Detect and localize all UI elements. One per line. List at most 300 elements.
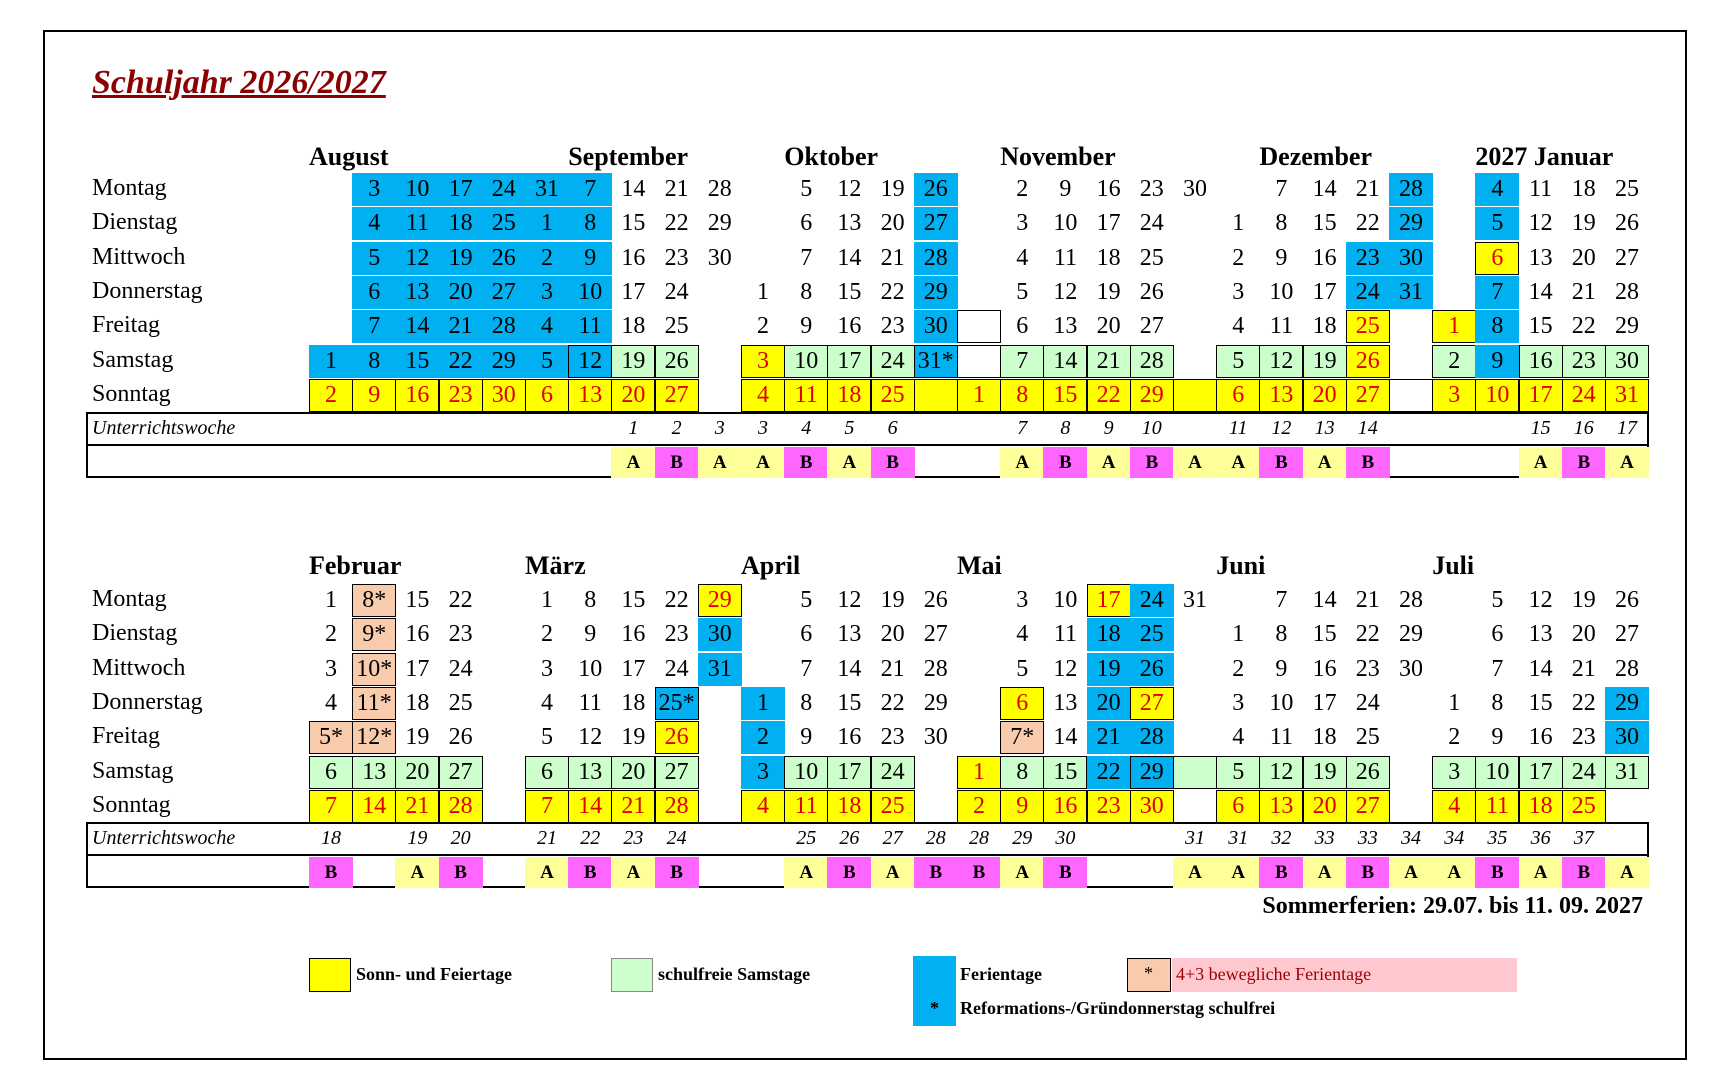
month-label: Juli <box>1432 551 1475 580</box>
day-cell: 25 <box>871 379 915 412</box>
day-cell: 14 <box>1053 724 1078 751</box>
day-cell: 4 <box>1016 244 1029 271</box>
week-ab-badge: A <box>611 447 655 478</box>
day-cell: 1 <box>757 278 769 305</box>
day-cell: 1 <box>957 756 1001 789</box>
month-label: September <box>568 142 689 171</box>
day-cell: 11 <box>1475 790 1519 823</box>
day-cell: 19 <box>1303 756 1347 789</box>
day-cell: 20 <box>1571 244 1596 271</box>
day-cell: 30 <box>1605 345 1649 378</box>
day-cell: 21 <box>1355 176 1380 202</box>
day-cell: 7 <box>309 790 353 823</box>
day-cell: 2 <box>309 379 353 412</box>
day-cell: 12 <box>837 176 862 202</box>
day-cell: 30 <box>914 310 958 343</box>
day-cell: 20 <box>611 379 655 412</box>
day-cell: 5 <box>352 242 396 275</box>
day-cell: 5 <box>1016 278 1029 305</box>
week-ab-badge: B <box>1475 857 1519 888</box>
day-cell: 2 <box>325 621 337 648</box>
day-cell: 2 <box>1232 244 1245 271</box>
week-number: 11 <box>1228 417 1248 439</box>
day-cell: 23 <box>1087 790 1131 823</box>
week-number: 36 <box>1530 827 1551 849</box>
day-cell: 7 <box>525 790 569 823</box>
day-cell: 14 <box>568 790 612 823</box>
day-cell: 20 <box>1303 790 1347 823</box>
day-cell: 1 <box>1232 621 1245 648</box>
month-label: August <box>309 142 389 171</box>
day-cell: 1 <box>325 587 337 613</box>
day-cell: 11 <box>1269 313 1293 340</box>
week-ab-badge: A <box>784 857 828 888</box>
legend-reformation-label: Reformations-/Gründonnerstag schulfrei <box>960 998 1276 1018</box>
day-cell: 30 <box>1389 242 1433 275</box>
day-cell: 1 <box>541 587 553 613</box>
day-cell: 25 <box>1346 310 1390 343</box>
day-cell: 22 <box>439 345 483 378</box>
day-cell: 1 <box>1432 310 1476 343</box>
day-cell: 29 <box>1399 621 1423 648</box>
day-cell: 3 <box>1232 278 1245 305</box>
week-ab-badge: B <box>1346 857 1390 888</box>
day-cell: 27 <box>1346 790 1390 823</box>
day-cell: 12* <box>352 721 396 754</box>
day-cell: 28 <box>914 242 958 275</box>
day-cell: 22 <box>1571 313 1596 340</box>
day-cell: 19 <box>1096 278 1121 305</box>
week-number: 12 <box>1271 417 1292 439</box>
day-cell: 16 <box>837 724 862 751</box>
day-cell: 23 <box>1571 724 1596 751</box>
week-number: 7 <box>1017 417 1028 439</box>
weekday-label: Mittwoch <box>92 654 186 681</box>
week-ab-badge: A <box>698 447 742 478</box>
day-cell: 11 <box>395 207 439 240</box>
weekday-label: Samstag <box>92 757 174 784</box>
day-cell: 11 <box>784 790 828 823</box>
day-cell: 9 <box>800 313 813 340</box>
week-number: 31 <box>1185 827 1205 849</box>
day-cell: 28 <box>1615 278 1639 305</box>
day-cell: 26 <box>1615 210 1639 237</box>
day-cell: 30 <box>698 618 742 651</box>
day-cell: 26 <box>1346 345 1390 378</box>
day-cell: 6 <box>1475 242 1519 275</box>
day-cell: 29 <box>1615 313 1639 340</box>
day-cell: 27 <box>923 621 948 648</box>
day-cell: 7 <box>568 173 612 206</box>
day-cell: 31 <box>1605 756 1649 789</box>
day-cell: 30 <box>707 244 732 271</box>
day-cell: 14 <box>1043 345 1087 378</box>
day-cell: 21 <box>1087 721 1131 754</box>
day-cell: 27 <box>1346 379 1390 412</box>
day-cell: 14 <box>1312 587 1337 613</box>
legend-free-saturday-label: schulfreie Samstage <box>658 964 811 984</box>
day-cell: 14 <box>1528 655 1553 682</box>
day-cell: 3 <box>741 345 785 378</box>
day-cell: 10 <box>1269 278 1294 305</box>
week-ab-badge: A <box>1216 447 1260 478</box>
week-number: 22 <box>580 827 601 849</box>
day-cell: 26 <box>655 721 699 754</box>
month-label: Juni <box>1216 551 1266 580</box>
day-cell: 26 <box>923 587 948 613</box>
day-cell: 2 <box>1232 655 1245 682</box>
day-cell: 9* <box>352 618 396 651</box>
day-cell: 9 <box>800 724 813 751</box>
week-number: 18 <box>321 827 341 849</box>
day-cell: 26 <box>1346 756 1390 789</box>
day-cell: 12 <box>1528 210 1553 237</box>
week-ab-badge: B <box>1346 447 1390 478</box>
week-number: 23 <box>623 827 644 849</box>
day-cell: 24 <box>871 345 915 378</box>
week-ab-badge: B <box>827 857 871 888</box>
day-cell: 8 <box>352 345 396 378</box>
week-number: 34 <box>1444 827 1465 849</box>
day-cell: 28 <box>1399 587 1423 613</box>
week-number: 3 <box>758 417 768 439</box>
legend-beweglich-label: 4+3 bewegliche Ferientage <box>1176 964 1372 984</box>
day-cell: 27 <box>655 756 699 789</box>
day-cell: 1 <box>309 345 353 378</box>
week-ab-badge: A <box>827 447 871 478</box>
day-cell: 14 <box>837 244 862 271</box>
day-cell: 15 <box>1528 313 1553 340</box>
day-cell: 7* <box>1000 721 1044 754</box>
day-cell: 20 <box>439 276 483 309</box>
day-cell: 8 <box>1475 310 1519 343</box>
day-cell: 12 <box>1259 756 1303 789</box>
day-cell: 25* <box>655 687 699 720</box>
day-cell: 23 <box>664 621 689 648</box>
day-cell: 24 <box>1346 276 1390 309</box>
week-ab-badge: A <box>525 857 569 888</box>
week-ab-badge: B <box>655 857 699 888</box>
day-cell: 13 <box>1528 621 1553 648</box>
day-cell: 18 <box>1096 244 1121 271</box>
day-cell: 26 <box>1139 278 1164 305</box>
day-cell: 3 <box>1016 210 1029 237</box>
day-cell: 27 <box>914 207 958 240</box>
day-cell <box>1173 379 1217 412</box>
day-cell: 20 <box>880 210 905 237</box>
week-ab-badge: A <box>1303 447 1347 478</box>
day-cell: 30 <box>1605 721 1649 754</box>
day-cell: 3 <box>541 655 553 682</box>
day-cell: 3 <box>741 756 785 789</box>
day-cell: 14 <box>352 790 396 823</box>
day-cell: 5 <box>1491 587 1504 613</box>
day-cell: 18 <box>621 689 646 716</box>
day-cell: 16 <box>1519 345 1563 378</box>
day-cell: 26 <box>1130 653 1174 686</box>
day-cell: 23 <box>880 724 905 751</box>
month-label: 2027 Januar <box>1475 142 1614 171</box>
day-cell: 26 <box>655 345 699 378</box>
day-cell: 14 <box>621 176 646 202</box>
day-cell: 14 <box>837 655 862 682</box>
day-cell: 21 <box>664 176 689 202</box>
day-cell: 21 <box>1355 587 1380 613</box>
day-cell: 10 <box>784 345 828 378</box>
day-cell: 17 <box>405 655 430 682</box>
day-cell: 18 <box>621 313 646 340</box>
day-cell <box>914 379 958 412</box>
day-cell: 1 <box>525 207 569 240</box>
day-cell: 2 <box>757 313 769 340</box>
day-cell: 12 <box>1053 655 1078 682</box>
day-cell: 29 <box>1605 687 1649 720</box>
day-cell: 6 <box>1000 687 1044 720</box>
weekday-label: Donnerstag <box>92 277 203 304</box>
day-cell: 23 <box>1355 655 1380 682</box>
day-cell: 16 <box>837 313 862 340</box>
day-cell: 22 <box>1355 621 1380 648</box>
day-cell: 19 <box>1571 210 1596 237</box>
day-cell: 18 <box>1312 724 1337 751</box>
week-ab-badge: B <box>1259 857 1303 888</box>
day-cell: 5 <box>800 587 813 613</box>
day-cell: 14 <box>1312 176 1337 202</box>
day-cell: 22 <box>1355 210 1380 237</box>
day-cell: 18 <box>1519 790 1563 823</box>
day-cell: 31 <box>1605 379 1649 412</box>
day-cell: 8 <box>1275 210 1288 237</box>
day-cell: 25 <box>1130 618 1174 651</box>
day-cell: 31* <box>914 345 958 378</box>
day-cell: 10* <box>352 653 396 686</box>
day-cell: 8 <box>568 207 612 240</box>
day-cell: 5 <box>1475 207 1519 240</box>
week-number: 34 <box>1401 827 1421 849</box>
day-cell: 5 <box>1016 655 1029 682</box>
weekday-label: Donnerstag <box>92 688 203 715</box>
day-cell: 9 <box>1491 724 1504 751</box>
month-label: Dezember <box>1259 142 1372 171</box>
day-cell: 8 <box>1000 756 1044 789</box>
day-cell: 1 <box>957 379 1001 412</box>
day-cell: 31 <box>1389 276 1433 309</box>
day-cell: 24 <box>1139 210 1164 237</box>
day-cell: 9 <box>1059 176 1072 202</box>
day-cell: 18 <box>1312 313 1337 340</box>
week-ab-badge: B <box>1130 447 1174 478</box>
day-cell: 13 <box>1053 689 1078 716</box>
day-cell: 15 <box>1312 621 1337 648</box>
week-ab-badge: B <box>784 447 828 478</box>
day-cell: 25 <box>1615 176 1639 202</box>
week-number: 9 <box>1103 417 1114 439</box>
day-cell: 18 <box>827 790 871 823</box>
day-cell: 9 <box>1475 345 1519 378</box>
legend-holiday-swatch <box>309 958 351 992</box>
day-cell <box>1173 756 1217 789</box>
day-cell: 24 <box>1130 584 1174 617</box>
day-cell: 13 <box>1259 379 1303 412</box>
day-cell: 19 <box>611 345 655 378</box>
day-cell: 16 <box>621 244 646 271</box>
day-cell: 19 <box>880 587 905 613</box>
weekday-label: Mittwoch <box>92 243 186 270</box>
day-cell: 3 <box>1432 756 1476 789</box>
day-cell: 11 <box>568 310 612 343</box>
week-number: 26 <box>839 827 860 849</box>
week-number: 19 <box>407 827 428 849</box>
week-number: 33 <box>1357 827 1378 849</box>
day-cell: 6 <box>800 621 813 648</box>
day-cell: 2 <box>525 242 569 275</box>
summer-holiday-note: Sommerferien: 29.07. bis 11. 09. 2027 <box>1262 893 1643 919</box>
day-cell: 12 <box>1528 587 1553 613</box>
day-cell: 17 <box>827 756 871 789</box>
day-cell: 1 <box>1232 210 1245 237</box>
day-cell: 27 <box>482 276 526 309</box>
day-cell: 5 <box>525 345 569 378</box>
day-cell: 13 <box>568 756 612 789</box>
day-cell: 20 <box>1087 687 1131 720</box>
week-number: 33 <box>1314 827 1335 849</box>
day-cell: 3 <box>1432 379 1476 412</box>
day-cell: 22 <box>448 587 473 613</box>
day-cell: 25 <box>664 313 689 340</box>
day-cell: 3 <box>1016 587 1029 613</box>
week-ab-badge: B <box>439 857 483 888</box>
day-cell: 29 <box>698 584 742 617</box>
day-cell: 27 <box>1615 244 1639 271</box>
day-cell: 18 <box>1087 618 1131 651</box>
week-number: 6 <box>887 417 898 439</box>
day-cell: 7 <box>1475 276 1519 309</box>
week-ab-badge: A <box>1087 447 1131 478</box>
week-ab-badge: A <box>741 447 785 478</box>
day-cell: 24 <box>664 655 689 682</box>
day-cell: 31 <box>698 653 742 686</box>
day-cell: 15 <box>621 587 646 613</box>
day-cell: 26 <box>914 173 958 206</box>
day-cell: 10 <box>1053 587 1078 613</box>
day-cell: 10 <box>395 173 439 206</box>
day-cell: 10 <box>1475 756 1519 789</box>
week-number: 17 <box>1617 417 1637 439</box>
day-cell: 15 <box>837 278 862 305</box>
day-cell: 21 <box>880 655 905 682</box>
day-cell: 24 <box>448 655 473 682</box>
day-cell: 7 <box>1275 176 1288 202</box>
week-number: 13 <box>1314 417 1335 439</box>
day-cell: 20 <box>395 756 439 789</box>
week-number: 24 <box>666 827 687 849</box>
day-cell: 13 <box>837 210 862 237</box>
day-cell: 2 <box>1016 176 1029 202</box>
day-cell: 29 <box>1130 379 1174 412</box>
day-cell: 30 <box>1399 655 1423 682</box>
day-cell: 8 <box>1275 621 1288 648</box>
day-cell: 16 <box>621 621 646 648</box>
legend-free-saturday-swatch <box>611 958 653 992</box>
month-label: März <box>525 551 586 580</box>
day-cell: 20 <box>880 621 905 648</box>
day-cell: 22 <box>880 278 905 305</box>
day-cell: 3 <box>325 655 337 682</box>
day-cell: 18 <box>827 379 871 412</box>
day-cell: 6 <box>800 210 813 237</box>
week-number-label: Unterrichtswoche <box>92 417 236 439</box>
day-cell: 26 <box>448 724 473 751</box>
week-number: 15 <box>1530 417 1551 439</box>
day-cell: 28 <box>439 790 483 823</box>
day-cell: 7 <box>352 310 396 343</box>
week-number: 21 <box>537 827 557 849</box>
week-number: 37 <box>1573 827 1594 849</box>
day-cell: 26 <box>482 242 526 275</box>
day-cell: 11 <box>1053 621 1077 648</box>
week-number-label: Unterrichtswoche <box>92 827 236 849</box>
day-cell: 15 <box>1312 210 1337 237</box>
day-cell: 7 <box>1000 345 1044 378</box>
day-cell: 24 <box>1562 379 1606 412</box>
day-cell: 8* <box>352 584 396 617</box>
weekday-label: Freitag <box>92 723 160 750</box>
legend-beweglich-mark: * <box>1144 963 1153 983</box>
day-cell: 9 <box>1275 244 1288 271</box>
day-cell: 13 <box>395 276 439 309</box>
day-cell: 7 <box>800 244 813 271</box>
day-cell: 5 <box>800 176 813 202</box>
day-cell: 7 <box>1491 655 1504 682</box>
day-cell: 5 <box>541 724 553 751</box>
day-cell: 30 <box>482 379 526 412</box>
day-cell: 11 <box>1053 244 1077 271</box>
day-cell: 17 <box>1096 210 1121 237</box>
day-cell: 4 <box>541 689 553 716</box>
day-cell: 23 <box>1562 345 1606 378</box>
day-cell: 2 <box>541 621 553 648</box>
legend-reformation-mark: * <box>930 998 939 1018</box>
day-cell: 14 <box>395 310 439 343</box>
weekday-label: Sonntag <box>92 380 171 407</box>
day-cell: 8 <box>584 587 597 613</box>
month-label: Oktober <box>784 142 879 171</box>
day-cell: 31 <box>525 173 569 206</box>
week-number: 16 <box>1573 417 1594 439</box>
day-cell: 6 <box>1491 621 1504 648</box>
day-cell: 29 <box>923 689 948 716</box>
legend-ferien-label: Ferientage <box>960 964 1042 984</box>
week-ab-badge: B <box>1043 857 1087 888</box>
day-cell: 19 <box>405 724 430 751</box>
day-cell: 13 <box>1259 790 1303 823</box>
day-cell: 12 <box>395 242 439 275</box>
day-cell: 2 <box>1448 724 1461 751</box>
day-cell: 25 <box>1562 790 1606 823</box>
day-cell: 25 <box>482 207 526 240</box>
day-cell: 16 <box>395 379 439 412</box>
weekday-label: Freitag <box>92 312 160 339</box>
day-cell: 15 <box>405 587 430 613</box>
day-cell: 21 <box>880 244 905 271</box>
week-number: 5 <box>844 417 855 439</box>
day-cell: 29 <box>1130 756 1174 789</box>
day-cell: 29 <box>482 345 526 378</box>
week-ab-badge: B <box>957 857 1001 888</box>
day-cell: 15 <box>1043 756 1087 789</box>
day-cell: 10 <box>568 276 612 309</box>
week-ab-badge: A <box>1519 857 1563 888</box>
